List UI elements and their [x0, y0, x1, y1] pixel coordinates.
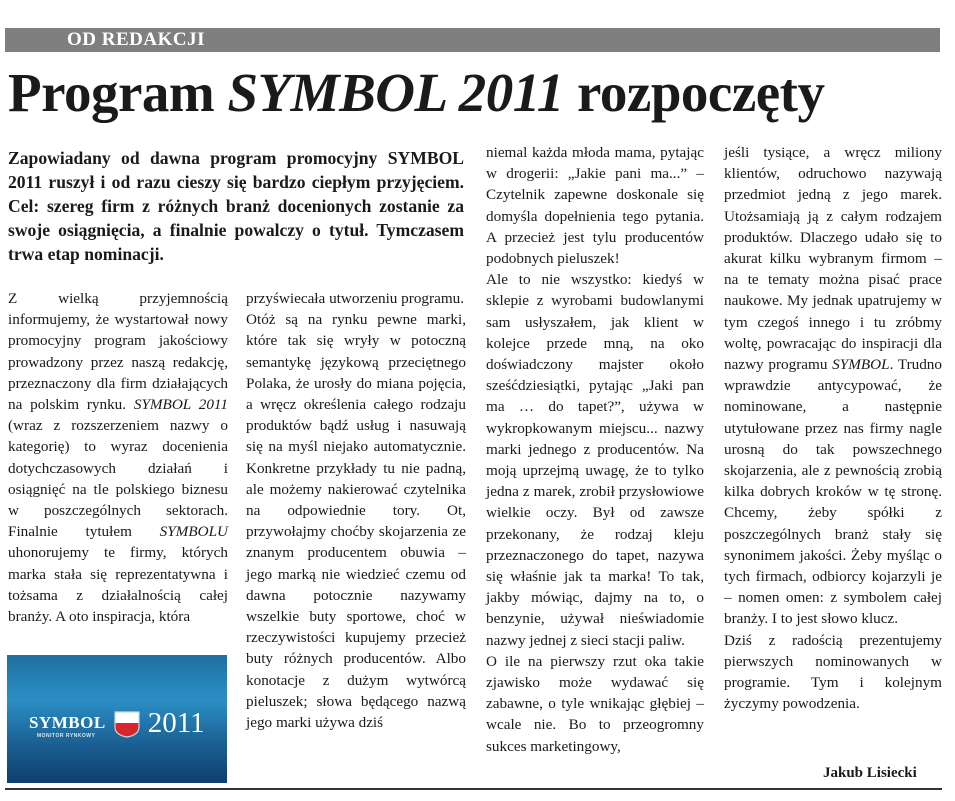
column-2-paragraph-1: przyświecała utworzeniu programu.	[246, 290, 465, 307]
logo-sub: MONITOR RYNKOWY	[37, 733, 96, 739]
column-4-paragraph-1	[724, 142, 942, 630]
column-2-paragraph-2: Otóż są na rynku pewne marki, które tak się wryły w potoczną semantykę językową przeciętnego Polaka, że urosły do miana pojęcia, a wręcz określenia całego rodzaju produktów bądź usług i nasuwają się na myśl niejako automatycznie. Konkretne przykłady tu nie padną, ale możemy nakierować czytelnika na odpowiednie tory. Ot, przywołajmy choćby skojarzenia ze znanym producentem obuwia – jego marką nie wiedzieć czemu od dawna potocznie nazywamy wszelkie buty sportowe, choć w rzeczywistości kupujemy przecież buty różnych producentów. Albo konotacje z dużym wytwórcą pieluszek; słowa będącego nazwą jego marki używa dziś	[246, 311, 466, 732]
headline	[8, 58, 948, 128]
text-italic: SYMBOLU	[159, 523, 228, 541]
column-3-paragraph-2: Ale to nie wszystko: kiedyś w sklepie z wyrobami budowlanymi sam usłyszałem, jak klient w kolejce przede mną, na oko doświadczony majster około sześćdziesiątki, pytając „Jaki pan ma … do tapet?”, używa w wykropkowanym miejscu... nazwy marki jednego z producentów. Na moją uprzejmą uwagę, że to tylko jedna z marek, zrobił przysłowiowe wielkie oczy. Był od zawsze przekonany, że rodzaj kleju przeznaczonego do tapet, nazywa się właśnie jak ta marka! To tak, jakby mówiąc, dajmy na to, o benzynie, używał nieświadomie nazwy jednej z sieci stacji paliw.	[486, 271, 704, 649]
column-3-paragraph-3: O ile na pierwszy rzut oka takie zjawisko może wydawać się zabawne, o tyle wnikając głębiej – wcale nie. Bo to przeogromny sukces marketingowy,	[486, 652, 704, 755]
column-2	[246, 288, 466, 733]
logo-word: SYMBOL MONITOR RYNKOWY	[29, 713, 106, 739]
text-italic: SYMBOL	[832, 356, 890, 374]
column-3	[486, 142, 704, 757]
logo-inner	[29, 703, 205, 743]
text-run: (wraz z rozszerzeniem nazwy o kategorię) to wyraz docenienia dotychczasowych działań i osiągnięć na tle polskiego biznesu w poszczególnych sektorach. Finalnie tytułem	[8, 417, 228, 541]
column-3-paragraph-1: niemal każda młoda mama, pytając w drogerii: „Jakie pani ma...” – Czytelnik zapewne doskonale się domyśla dopełnienia tego pytania. A przecież jest tylu producentów podobnych pieluszek!	[486, 144, 704, 268]
column-4	[724, 142, 942, 714]
symbol-2011-logo	[7, 655, 227, 783]
text-run: . Trudno wprawdzie antycypować, że nominowane, a następnie utytułowane przez nas firmy nagle urosną do tak powszechnego skojarzenia, ale z pewnością zrobią kilka dobrych kroków w tę stronę. Chcemy, żeby spółki z poszczególnych branż stały się synonimem jakości. Żeby myśląc o tych firmach, odbiorcy kojarzyli je – nomen omen: z symbolem całej branży. I to jest słowo klucz.	[724, 356, 942, 628]
section-label: OD REDAKCJI	[67, 29, 205, 50]
bottom-rule	[5, 788, 942, 790]
section-bar	[5, 28, 940, 52]
column-1	[8, 288, 228, 627]
text-run: jeśli tysiące, a wręcz miliony klientów, odruchowo nazywają przedmiot jedną z jego marek. Utożsamiają ją z całym rodzajem produktów. Dlaczego udało się to akurat kilku wybranym firmom – na te tematy można pisać prace naukowe. My jednak upatrujemy w tym czegoś innego i tu zróbmy woltę, powracając do inspiracji dla nazwy programu	[724, 144, 942, 374]
headline-italic: SYMBOL 2011	[227, 62, 564, 123]
headline-part2: rozpoczęty	[563, 62, 825, 123]
flag-shield-icon	[112, 708, 142, 738]
column-1-paragraph	[8, 288, 228, 627]
text-run: uhonorujemy te firmy, których marka stała się reprezentatywna i tożsama z działalnością całej branży. A oto inspiracja, która	[8, 544, 228, 626]
lead-paragraph: Zapowiadany od dawna program promocyjny SYMBOL 2011 ruszył i od razu cieszy się bardzo ciepłym przyjęciem. Cel: szereg firm z różnych branż docenionych zostanie za swoje osiągnięcia, a finalnie powalczy o tytuł. Tymczasem trwa etap nominacji.	[8, 148, 464, 264]
column-4-paragraph-2: Dziś z radością prezentujemy pierwszych nominowanych w programie. Tym i kolejnym życzymy powodzenia.	[724, 631, 942, 713]
headline-part1: Program	[8, 62, 228, 123]
author-signature: Jakub Lisiecki	[823, 765, 917, 781]
logo-year: 2011	[147, 706, 205, 739]
text-run: Z wielką przyjemnością informujemy, że wystartował nowy promocyjny program jakościowy prowadzony przez naszą redakcję, przeznaczony dla firm działających na polskim rynku.	[8, 290, 228, 414]
text-italic: SYMBOL 2011	[133, 396, 228, 414]
